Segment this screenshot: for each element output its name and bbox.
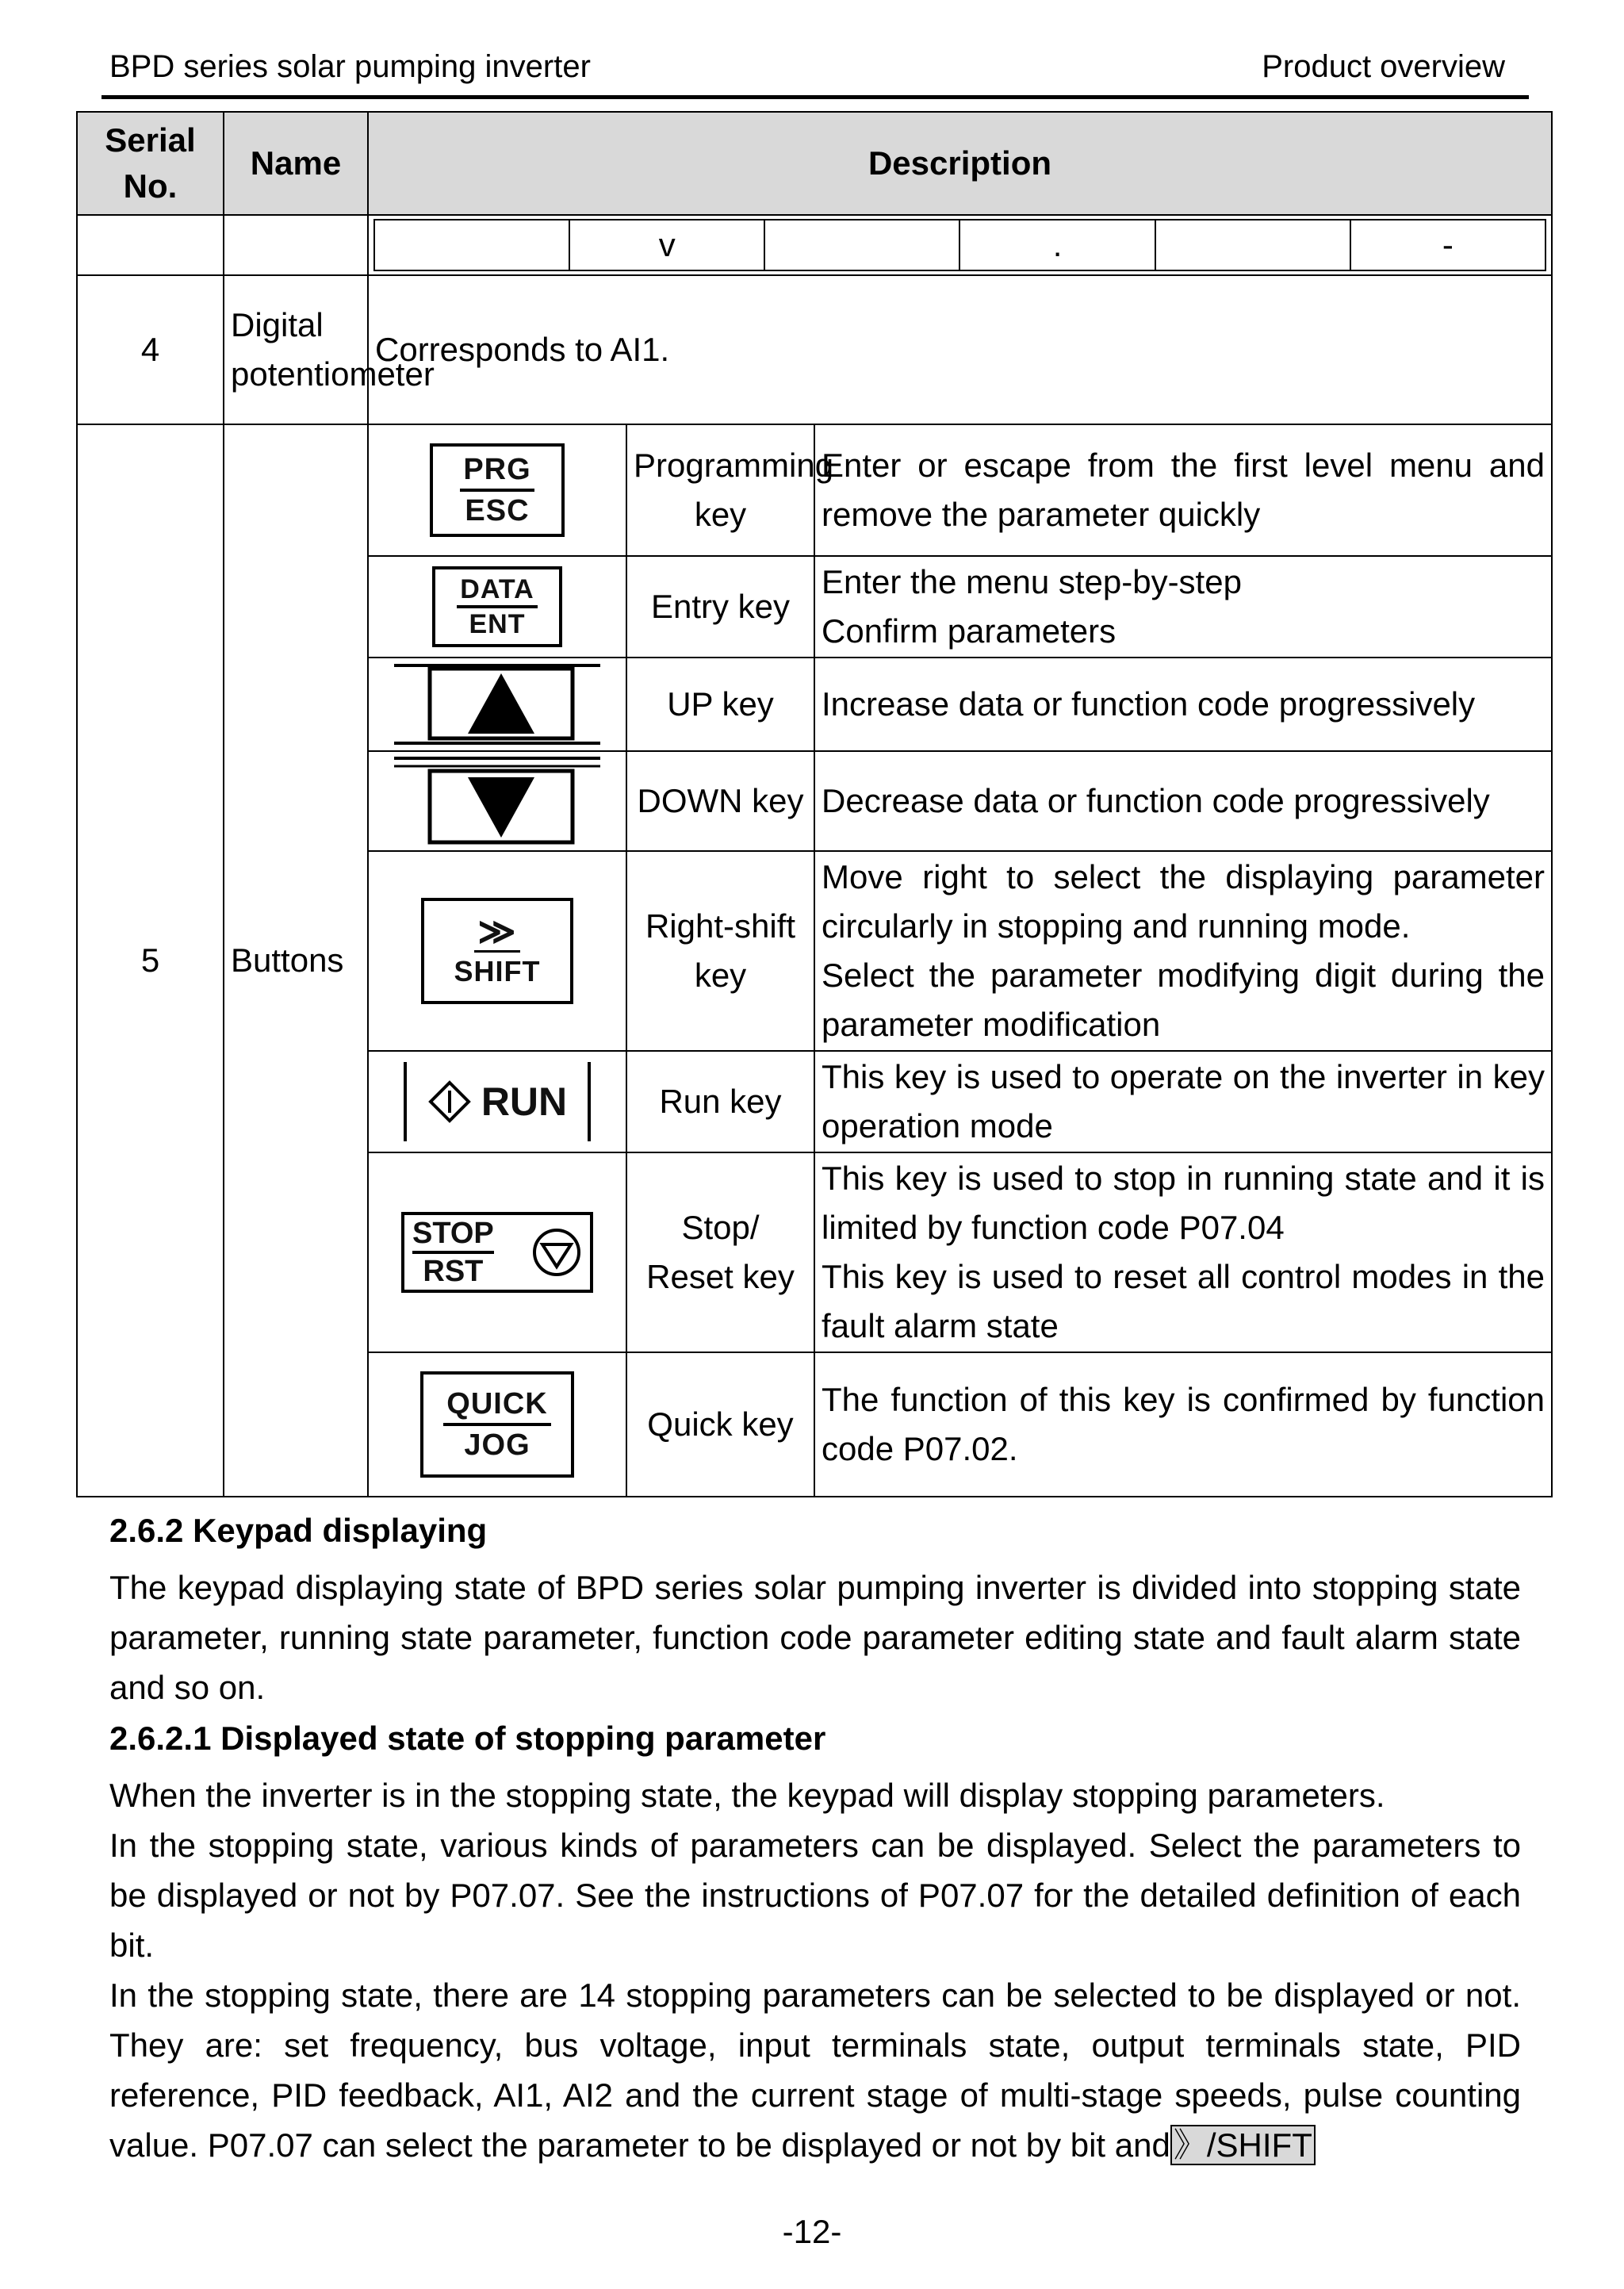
key-name: Entry key	[626, 556, 814, 658]
key-name: Stop/ Reset key	[626, 1152, 814, 1352]
key-description: This key is used to stop in running state and it is limited by function code P07.04 This key is used to reset all control modes in the fault alarm state	[814, 1152, 1552, 1352]
section-2-6-2-body: The keypad displaying state of BPD series solar pumping inverter is divided into stopping state parameter, running state parameter, function code parameter editing state and fault alarm state and so on.	[109, 1569, 1521, 1706]
header-rule	[102, 95, 1529, 99]
prg-esc-key-icon: PRG ESC	[430, 443, 565, 537]
section-heading-2-6-2: 2.6.2 Keypad displaying	[109, 1512, 488, 1549]
description-cell: Corresponds to AI1.	[368, 275, 1552, 424]
section-2-6-2-1-p1: When the inverter is in the stopping state, the keypad will display stopping parameters.	[109, 1777, 1385, 1814]
inner-cell: .	[959, 220, 1155, 270]
section-heading-2-6-2-1: 2.6.2.1 Displayed state of stopping parameter	[109, 1720, 826, 1757]
key-name: Programming key	[626, 424, 814, 556]
down-arrow-key-icon	[390, 755, 604, 847]
name-cell: Buttons	[224, 424, 368, 1497]
key-description: The function of this key is confirmed by function code P07.02.	[814, 1352, 1552, 1497]
key-description: Enter or escape from the first level menu and remove the parameter quickly	[814, 424, 1552, 556]
inner-cell: -	[1350, 220, 1545, 270]
inner-cell: v	[569, 220, 764, 270]
key-description: This key is used to operate on the inverter in key operation mode	[814, 1051, 1552, 1152]
key-name: UP key	[626, 658, 814, 751]
key-description: Increase data or function code progressively	[814, 658, 1552, 751]
continuation-inner-table	[373, 219, 1546, 271]
name-cell: Digital potentiometer	[224, 275, 368, 424]
serial-cell: 5	[77, 424, 224, 1497]
key-name: DOWN key	[626, 751, 814, 851]
key-description: Move right to select the displaying parameter circularly in stopping and running mode. Select the parameter modifying digit during the parameter modification	[814, 851, 1552, 1051]
section-2-6-2-1-p2: In the stopping state, various kinds of parameters can be displayed. Select the parameters to be displayed or not by P07.07. See the instructions of P07.07 for the detailed definition of each bit.	[109, 1827, 1521, 1964]
key-name: Quick key	[626, 1352, 814, 1497]
key-description: Decrease data or function code progressively	[814, 751, 1552, 851]
continuation-row	[77, 215, 1552, 275]
table-header-row	[77, 112, 1552, 215]
page-header-left: BPD series solar pumping inverter	[109, 49, 591, 84]
col-name-header: Name	[224, 112, 368, 215]
key-name: Right-shift key	[626, 851, 814, 1051]
inner-cell	[374, 220, 569, 270]
keypad-table	[76, 111, 1553, 1497]
table-row-5-prg	[77, 424, 1552, 556]
run-diamond-icon	[427, 1079, 472, 1124]
key-description: Enter the menu step-by-step Confirm parameters	[814, 556, 1552, 658]
table-row-4	[77, 275, 1552, 424]
col-serial-header: Serial No.	[77, 112, 224, 215]
serial-cell: 4	[77, 275, 224, 424]
section-2-6-2-1-p3: In the stopping state, there are 14 stopping parameters can be selected to be displayed or not. They are: set frequency, bus voltage, input terminals state, output terminals state, PID reference, PID feedback, AI1, AI2 and the current stage of multi-stage speeds, pulse counting value. P07.07 can select the parameter to be displayed or not by bit and》/SHIFT	[109, 1977, 1521, 2164]
page-number: -12-	[782, 2213, 842, 2250]
shift-key-icon: ≫ SHIFT	[421, 898, 573, 1004]
data-ent-key-icon: DATA ENT	[432, 566, 562, 647]
inner-cell	[1155, 220, 1350, 270]
inner-cell	[764, 220, 959, 270]
up-arrow-key-icon	[390, 661, 604, 748]
shift-key-reference: 》/SHIFT	[1170, 2125, 1316, 2165]
page-header-right: Product overview	[1262, 49, 1505, 84]
run-key-icon: RUN	[404, 1062, 591, 1141]
stop-rst-key-icon: STOP RST	[401, 1212, 593, 1293]
quick-jog-key-icon: QUICK JOG	[420, 1371, 574, 1478]
key-name: Run key	[626, 1051, 814, 1152]
col-description-header: Description	[368, 112, 1552, 215]
stop-circle-icon	[531, 1227, 582, 1278]
